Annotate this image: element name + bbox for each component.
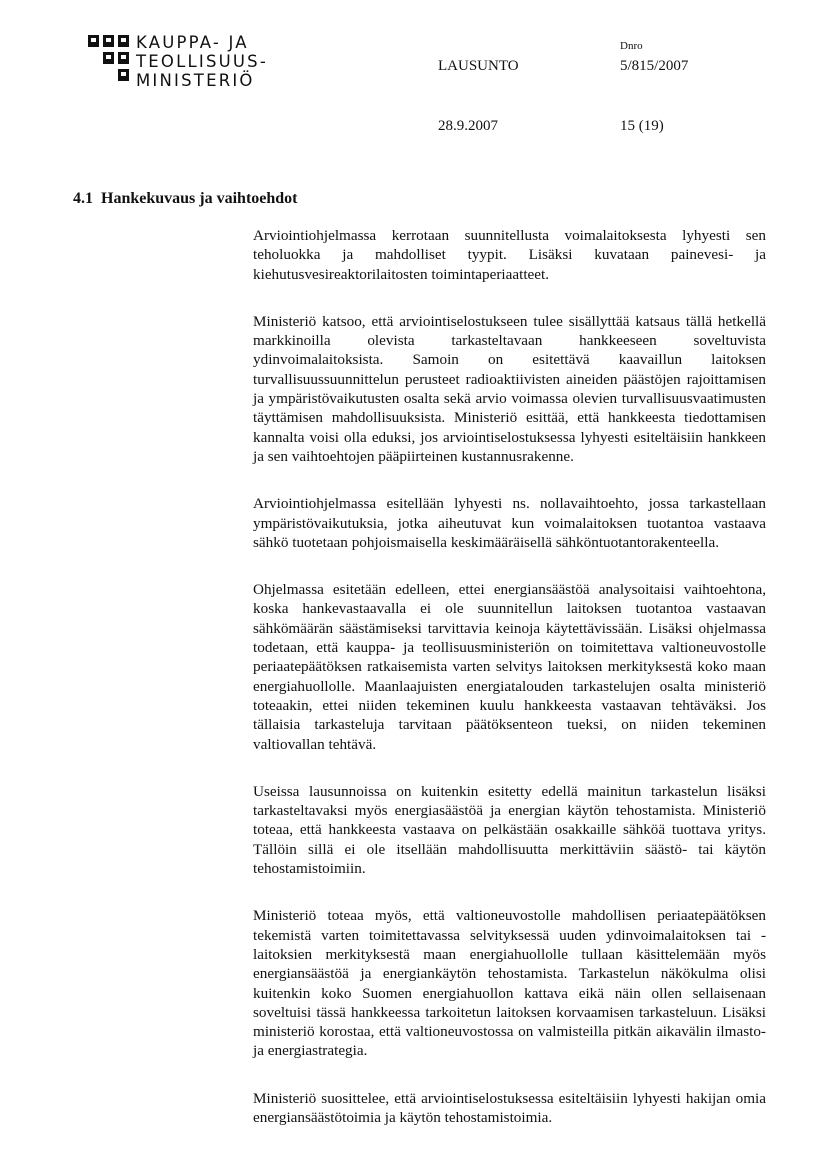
paragraph: Arviointiohjelmassa esitellään lyhyesti ns. nollavaihtoehto, jossa tarkastellaan ympäristövaikutuksia, jotka aiheutuvat kun voimalaitoksen tuotantoa vastaava sähkö tuotetaan pohjoismaisella keskimääräisellä sähköntuotantorakenteella.: [253, 495, 766, 551]
document-date: 28.9.2007: [438, 118, 498, 134]
ministry-name-line-3: MINISTERIÖ: [136, 71, 255, 90]
document-type: LAUSUNTO: [438, 58, 519, 74]
section-title: Hankekuvaus ja vaihtoehdot: [101, 190, 298, 207]
ministry-logo: [88, 33, 278, 93]
paragraph: Ministeriö suosittelee, että arviointiselostuksessa esiteltäisiin lyhyesti hakijan omia energiansäästötoimia ja käytön tehostamistoimia.: [253, 1089, 766, 1126]
paragraph: Useissa lausunnoissa on kuitenkin esitetty edellä mainitun tarkastelun lisäksi tarkasteltavaksi myös energiasäästöä ja energian käytön tehostamista. Ministeriö toteaa, että hankkeesta vastaava on pelkästään osakkaille sähköä tuottava yritys. Tällöin sillä ei ole itsellään mahdollisuutta merkittäviin säästö- tai käytön tehostamistoimiin.: [253, 782, 766, 878]
paragraph: Ohjelmassa esitetään edelleen, ettei energiansäästöä analysoitaisi vaihtoehtona, koska hankevastaavalla ei ole suunnitellun laitoksen tuotantoa vastaavan sähkömäärän säästämiseksi tarvittavia keinoja käytettävissään. Lisäksi ohjelmassa todetaan, että kauppa- ja teollisuusministeriön on toimitettava valtioneuvostolle periaatepäätöksen ratkaisemista varten selvitys laitoksen merkityksestä koko maan energiahuollolle. Maanlaajuisten energiatalouden tarkastelujen osalta ministeriö toteaakin, ettei niiden tekeminen kuulu hankkeesta vastaavan tehtäväksi. Jos tällaisia tarkasteluja tarvitaan päätöksenteon tueksi, on niiden tekeminen valtiovallan tehtävä.: [253, 581, 766, 753]
paragraph: Ministeriö toteaa myös, että valtioneuvostolle mahdollisen periaatepäätöksen tekemistä varten toimitettavassa selvityksessä uuden ydinvoimalaitoksen tai -laitoksien merkityksestä maan energiahuollolle tullaan käsittelemään myös energiansäästöä ja energiankäytön tehostamista. Tarkastelun näkökulma olisi kuitenkin koko Suomen energiahuollon kattava eikä näin ollen sellaisenaan soveltuisi tässä hankkeessa tarkoitetun laitoksen korvaamisen tarkasteluun. Lisäksi ministeriö korostaa, että valtioneuvostossa on valmisteilla pitkän aikavälin ilmasto- ja energiastrategia.: [253, 907, 766, 1060]
dnro-label: Dnro: [620, 40, 643, 52]
page-number: 15 (19): [620, 118, 664, 134]
body-text: [253, 226, 766, 1155]
section-heading: [73, 190, 298, 208]
paragraph: Arviointiohjelmassa kerrotaan suunnitellusta voimalaitoksesta lyhyesti sen teholuokka ja mahdolliset tyypit. Lisäksi kuvataan painevesi- ja kiehutusvesireaktorilaitosten toimintaperiaatteet.: [253, 227, 766, 283]
ministry-name: [136, 33, 268, 90]
ministry-name-line-1: KAUPPA- JA: [136, 33, 249, 52]
section-number: 4.1: [73, 190, 93, 207]
paragraph: Ministeriö katsoo, että arviointiselostukseen tulee sisällyttää katsaus tällä hetkellä markkinoilla olevista tarkasteltavaan hankkeeseen soveltuvista ydinvoimalaitoksista. Samoin on esitettävä kaavaillun laitoksen turvallisuussuunnittelun perusteet radioaktiivisten aineiden päästöjen rajoittamisen ja ympäristövaikutusten osalta sekä arvio voimassa olevien turvallisuusvaatimusten täyttämisen mahdollisuuksista. Ministeriö esittää, että hankkeesta tiedottamisen kannalta voisi olla eduksi, jos arviointiselostuksessa lyhyesti esiteltäisiin hankkeen ja sen vaihtoehtojen pääpiirteinen kustannusrakenne.: [253, 312, 766, 465]
dnro-value: 5/815/2007: [620, 58, 689, 74]
ministry-name-line-2: TEOLLISUUS-: [136, 52, 268, 71]
ministry-emblem-icon: [88, 33, 132, 85]
